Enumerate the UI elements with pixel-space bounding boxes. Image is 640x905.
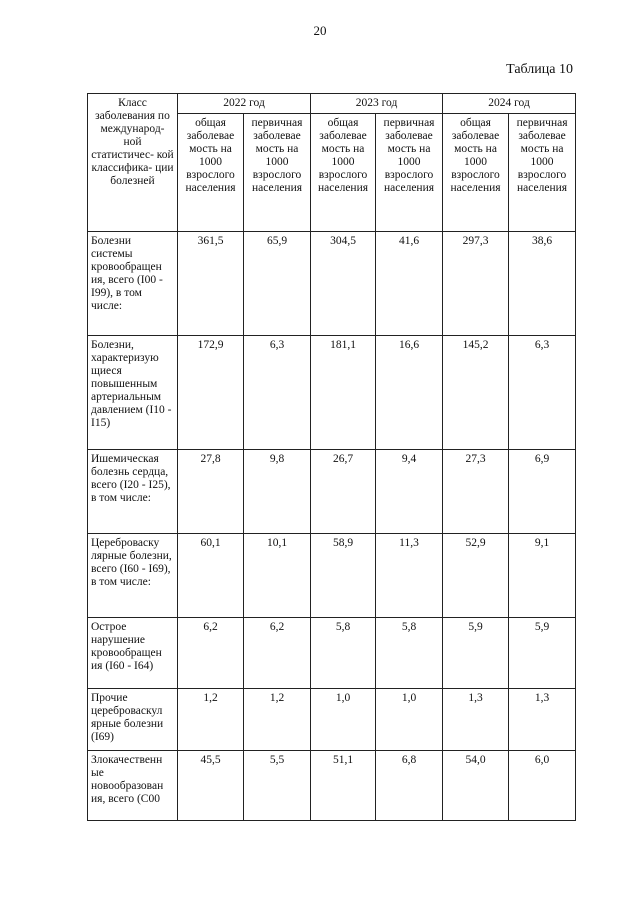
cell-value: 51,1 <box>311 751 376 821</box>
cell-value: 58,9 <box>311 534 376 618</box>
row-label: Болезни системы кровообращен ия, всего (I00 - I99), в том числе: <box>88 232 178 336</box>
cell-value: 27,3 <box>443 450 509 534</box>
table-row <box>88 534 576 618</box>
table-row <box>88 336 576 450</box>
cell-value: 45,5 <box>178 751 244 821</box>
cell-value: 9,1 <box>509 534 576 618</box>
cell-value: 304,5 <box>311 232 376 336</box>
cell-value: 1,2 <box>244 689 311 751</box>
cell-value: 6,8 <box>376 751 443 821</box>
row-label: Болезни, характеризую щиеся повышенным артериальным давлением (I10 - I15) <box>88 336 178 450</box>
year-header-row <box>88 94 576 114</box>
table-row <box>88 450 576 534</box>
cell-value: 5,9 <box>443 618 509 689</box>
table-row <box>88 751 576 821</box>
row-label: Цереброваску лярные болезни, всего (I60 - I69), в том числе: <box>88 534 178 618</box>
cell-value: 1,2 <box>178 689 244 751</box>
cell-value: 361,5 <box>178 232 244 336</box>
cell-value: 60,1 <box>178 534 244 618</box>
table-row <box>88 689 576 751</box>
cell-value: 172,9 <box>178 336 244 450</box>
cell-value: 6,3 <box>509 336 576 450</box>
cell-value: 9,4 <box>376 450 443 534</box>
cell-value: 26,7 <box>311 450 376 534</box>
row-label: Острое нарушение кровообращен ия (I60 - I64) <box>88 618 178 689</box>
cell-value: 54,0 <box>443 751 509 821</box>
cell-value: 52,9 <box>443 534 509 618</box>
cell-value: 27,8 <box>178 450 244 534</box>
class-header: Класс заболевания по международ- ной статистичес- кой классифика- ции болезней <box>88 94 178 232</box>
subheader-primary: первичная заболевае мость на 1000 взрослого населения <box>376 114 443 232</box>
cell-value: 41,6 <box>376 232 443 336</box>
year-header-2023: 2023 год <box>311 94 443 114</box>
subheader-primary: первичная заболевае мость на 1000 взрослого населения <box>244 114 311 232</box>
cell-value: 6,2 <box>244 618 311 689</box>
subheader-total: общая заболевае мость на 1000 взрослого населения <box>443 114 509 232</box>
cell-value: 6,9 <box>509 450 576 534</box>
subheader-total: общая заболевае мость на 1000 взрослого населения <box>178 114 244 232</box>
row-label: Прочие цереброваскул ярные болезни (I69) <box>88 689 178 751</box>
cell-value: 5,9 <box>509 618 576 689</box>
cell-value: 1,3 <box>443 689 509 751</box>
cell-value: 10,1 <box>244 534 311 618</box>
cell-value: 6,3 <box>244 336 311 450</box>
cell-value: 1,0 <box>376 689 443 751</box>
cell-value: 9,8 <box>244 450 311 534</box>
cell-value: 5,5 <box>244 751 311 821</box>
year-header-2024: 2024 год <box>443 94 576 114</box>
cell-value: 6,2 <box>178 618 244 689</box>
cell-value: 16,6 <box>376 336 443 450</box>
page-number: 20 <box>313 23 327 38</box>
morbidity-table <box>87 93 576 821</box>
year-header-2022: 2022 год <box>178 94 311 114</box>
row-label: Ишемическая болезнь сердца, всего (I20 - I25), в том числе: <box>88 450 178 534</box>
subheader-primary: первичная заболевае мость на 1000 взрослого населения <box>509 114 576 232</box>
table-caption: Таблица 10 <box>506 62 573 77</box>
cell-value: 38,6 <box>509 232 576 336</box>
subheader-total: общая заболевае мость на 1000 взрослого населения <box>311 114 376 232</box>
cell-value: 65,9 <box>244 232 311 336</box>
cell-value: 145,2 <box>443 336 509 450</box>
cell-value: 297,3 <box>443 232 509 336</box>
cell-value: 1,3 <box>509 689 576 751</box>
cell-value: 5,8 <box>311 618 376 689</box>
cell-value: 181,1 <box>311 336 376 450</box>
row-label: Злокачественн ые новообразован ия, всего (C00 <box>88 751 178 821</box>
cell-value: 5,8 <box>376 618 443 689</box>
cell-value: 11,3 <box>376 534 443 618</box>
table-row <box>88 618 576 689</box>
cell-value: 1,0 <box>311 689 376 751</box>
table-row <box>88 232 576 336</box>
cell-value: 6,0 <box>509 751 576 821</box>
